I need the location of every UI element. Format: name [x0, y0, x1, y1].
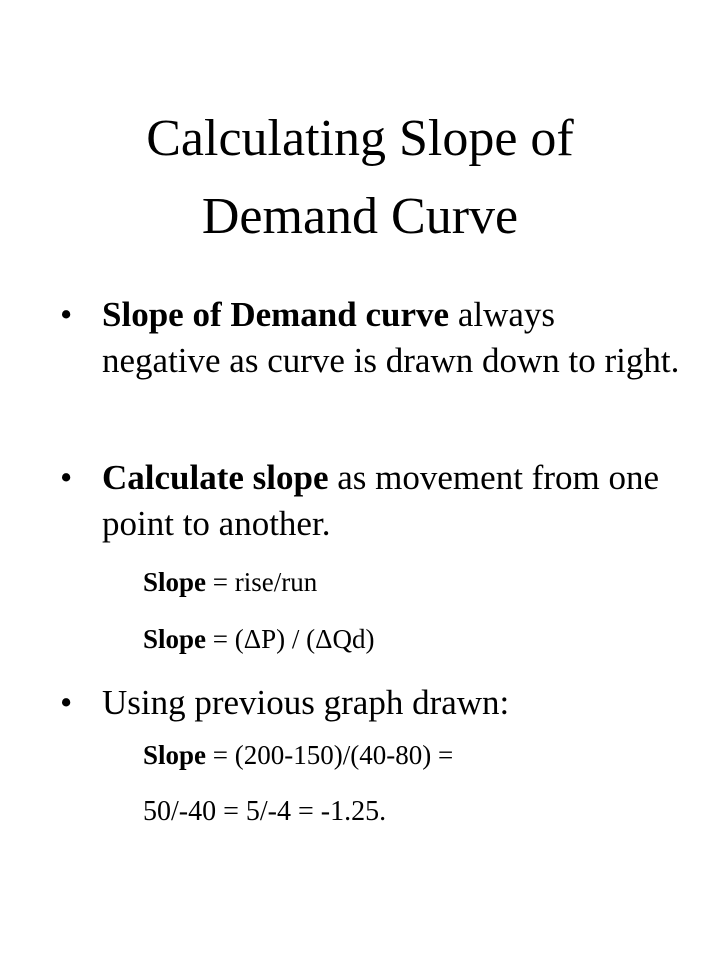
title-line-2: Demand Curve [201, 188, 519, 245]
bullet-dot: • [60, 458, 73, 497]
bullet-text [102, 680, 680, 726]
bullet-previous-graph [60, 680, 680, 726]
title-line-1: Calculating Slope of [146, 110, 574, 167]
bullet-body-text: always negative as curve is drawn down to right. [102, 295, 680, 380]
formula-text: = rise/run [206, 567, 318, 597]
bullet-dot: • [60, 683, 73, 722]
formula-calculation [143, 737, 453, 773]
formula-delta [143, 621, 374, 657]
bullet-text [102, 292, 680, 384]
formula-text: = (ΔP) / (ΔQd) [206, 624, 375, 654]
formula-result [143, 794, 386, 830]
bullet-body-text: as movement from one point to another. [102, 458, 659, 543]
slide-title [60, 100, 660, 256]
bullet-dot: • [60, 295, 73, 334]
bullet-body-text: Using previous graph drawn: [102, 683, 510, 722]
bullet-text [102, 455, 680, 547]
formula-text: = (200-150)/(40-80) = [206, 740, 454, 770]
bullet-bold-text: Calculate slope [102, 458, 329, 497]
formula-rise-run [143, 564, 317, 600]
bullet-calculate-slope [60, 455, 680, 547]
formula-bold-text: Slope [143, 567, 207, 597]
formula-text: 50/-40 = 5/-4 = -1.25. [143, 796, 387, 827]
formula-bold-text: Slope [143, 740, 207, 770]
formula-bold-text: Slope [143, 624, 207, 654]
bullet-bold-text: Slope of Demand curve [102, 295, 450, 334]
bullet-slope-negative [60, 292, 680, 384]
